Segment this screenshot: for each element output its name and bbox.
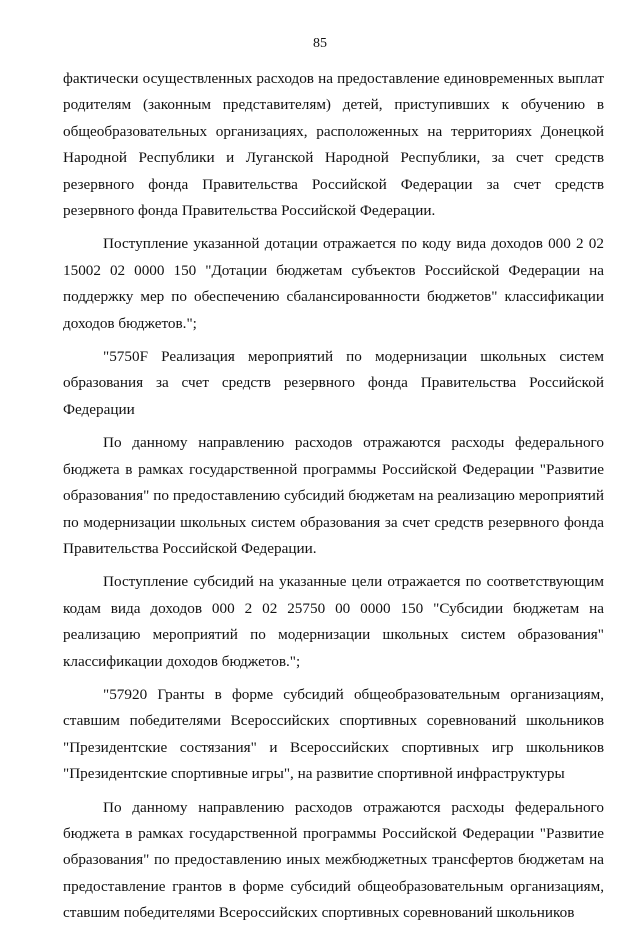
page-number: 85: [313, 36, 327, 51]
paragraph-57920-expenses: По данному направлению расходов отражаются расходы федерального бюджета в рамках государственной программы Российской Федерации "Развитие образования" по предоставлению иных межбюджетных трансфертов бюджетам на предоставление грантов в форме субсидий общеобразовательным организациям, ставшим победителями Всероссийских спортивных соревнований школьников: [63, 798, 604, 922]
paragraph-heading-57920: "57920 Гранты в форме субсидий общеобразовательным организациям, ставшим победителями Всероссийских спортивных соревнований школьников "Президентские состязания" и Всероссийских спортивных игр школьников "Президентские спортивные игры", на развитие спортивной инфраструктуры: [63, 685, 604, 783]
paragraph-dotation-income: Поступление указанной дотации отражается по коду вида доходов 000 2 02 15002 02 0000 150 "Дотации бюджетам субъектов Российской Федерации на поддержку мер по обеспечению сбалансированности бюджетов" классификации доходов бюджетов.";: [63, 235, 604, 332]
paragraph-heading-5750f: "5750F Реализация мероприятий по модернизации школьных систем образования за счет средств резервного фонда Правительства Российской Федерации: [63, 348, 604, 418]
paragraph-5750f-expenses: По данному направлению расходов отражаются расходы федерального бюджета в рамках государственной программы Российской Федерации "Развитие образования" по предоставлению субсидий бюджетам на реализацию мероприятий по модернизации школьных систем образования за счет средств резервного фонда Правительства Российской Федерации.: [63, 434, 604, 557]
document-body: [63, 66, 604, 927]
paragraph-5750f-income: Поступление субсидий на указанные цели отражается по соответствующим кодам вида доходов 000 2 02 25750 00 0000 150 "Субсидии бюджетам на реализацию мероприятий по модернизации школьных систем образования" классификации доходов бюджетов.";: [63, 573, 604, 670]
paragraph-continuation: фактически осуществленных расходов на предоставление единовременных выплат родителям (законным представителям) детей, приступивших к обучению в общеобразовательных организациях, расположенных на территориях Донецкой Народной Республики и Луганской Народной Республики, за счет средств резервного фонда Правительства Российской Федерации за счет средств резервного фонда Правительства Российской Федерации.: [63, 70, 604, 220]
